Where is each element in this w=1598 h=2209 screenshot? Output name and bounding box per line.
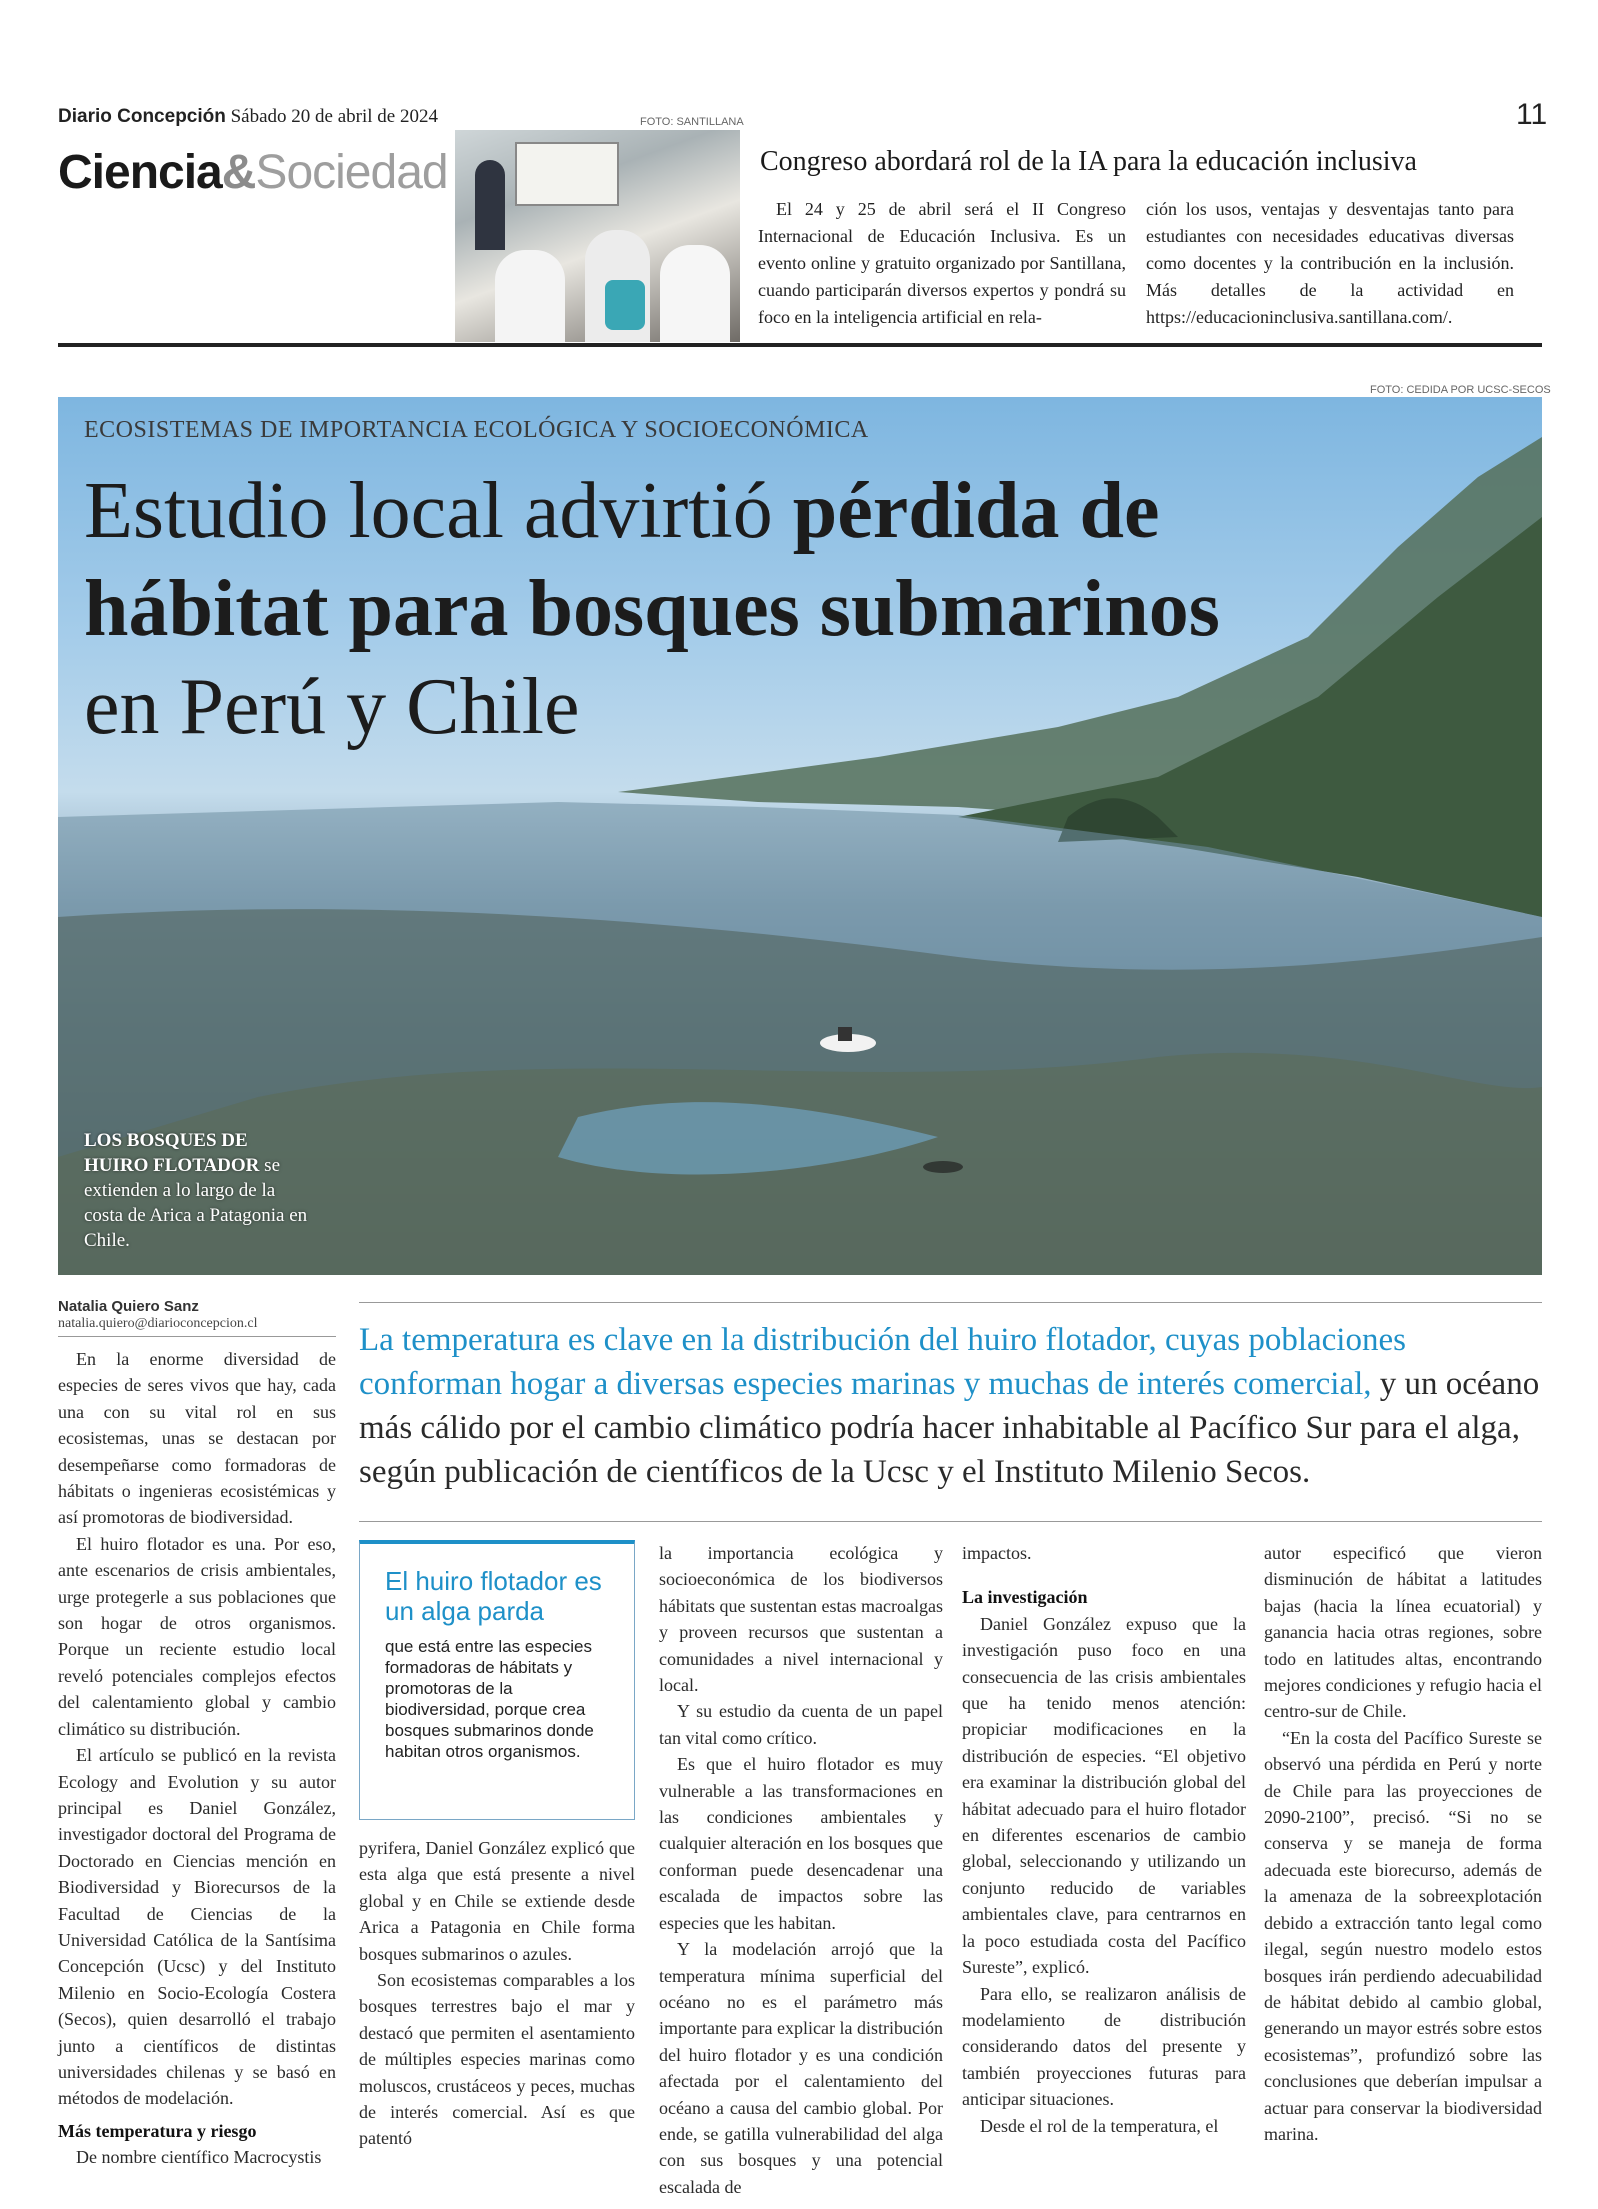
article-paragraph: En la enorme diversidad de especies de seres vivos que hay, cada una con su vital rol en sus ecosistemas, unas se destacan por desempeñarse como formadoras de hábitats o ingenieras ecosistémicas y así promotoras de biodiversidad. bbox=[58, 1349, 336, 1528]
article-paragraph: pyrifera, Daniel González explicó que esta alga que está presente a nivel global y en Chile se extiende desde Arica a Patagonia en Chile forma bosques submarinos o azules. bbox=[359, 1838, 635, 1964]
hero-headline bbox=[84, 462, 1264, 756]
article-paragraph: Y la modelación arrojó que la temperatura mínima superficial del océano no es el parámetro más importante para explicar la distribución del huiro flotador y es una condición afectada por el calentamiento del océano a causa del cambio global. Por ende, se gatilla vulnerabilidad del alga con sus bosques y una potencial escalada de bbox=[659, 1939, 943, 2197]
top-divider bbox=[58, 343, 1542, 347]
section-title-ampersand: & bbox=[221, 146, 256, 199]
article-column-4 bbox=[962, 1540, 1246, 2139]
lead-highlight: La temperatura es clave en la distribución del huiro flotador, cuyas poblaciones conforman hogar a diversas especies marinas y muchas de interés comercial, bbox=[359, 1322, 1406, 1402]
brief-text-col2: ción los usos, ventajas y desventajas tanto para estudiantes con necesidades educativas diversas como docentes y la contribución en la inclusión. Más detalles de la actividad en https://educacioninclusiva.santillana.com/. bbox=[1146, 199, 1514, 327]
brief-text-col1: El 24 y 25 de abril será el II Congreso Internacional de Educación Inclusiva. Es un evento online y gratuito organizado por Santillana, cuando participarán diversos expertos y pondrá su foco en la inteligencia artificial en rela- bbox=[758, 199, 1126, 327]
subheading-temperature: Más temperatura y riesgo bbox=[58, 2120, 257, 2141]
sidebar-title: El huiro flotador es un alga parda bbox=[385, 1566, 602, 1626]
student-shape bbox=[495, 250, 565, 342]
article-paragraph: Es que el huiro flotador es muy vulnerable a las transformaciones en las condiciones ambientales y cualquier alteración en los bosques que conforman puede desencadenar una escalada de impactos sobre las especies que les habitan. bbox=[659, 1754, 943, 1933]
byline-divider bbox=[58, 1336, 336, 1337]
issue-date: Sábado 20 de abril de 2024 bbox=[230, 106, 438, 127]
lead-divider-bottom bbox=[359, 1521, 1542, 1522]
brief-photo-credit: FOTO: SANTILLANA bbox=[640, 116, 744, 128]
hero-caption-bold: LOS BOSQUES DE HUIRO FLOTADOR bbox=[84, 1130, 260, 1176]
whiteboard-shape bbox=[515, 142, 619, 206]
article-paragraph: la importancia ecológica y socioeconómica de los biodiversos hábitats que sustentan estas macroalgas y proveen recursos que sustentan a comunidades a nivel internacional y local. bbox=[659, 1543, 943, 1696]
article-paragraph: El huiro flotador es una. Por eso, ante escenarios de crisis ambientales, urge protegerle a sus poblaciones que son hogar de otros organismos. Porque un reciente estudio local reveló potenciales complejos efectos del calentamiento global y cambio climático su distribución. bbox=[58, 1533, 336, 1739]
article-paragraph: autor especificó que vieron disminución de hábitat a latitudes bajas (hacia la línea ecuatorial) y ganancia hacia otras regiones, sobre todo en latitudes altas, encontrando mejores condiciones y refugio hacia el centro-sur de Chile. bbox=[1264, 1543, 1542, 1722]
hero-caption-text: se extienden a lo largo de la costa de Arica a Patagonia en Chile. bbox=[84, 1155, 308, 1251]
newspaper-name: Diario Concepción bbox=[58, 106, 226, 127]
headline-part-1: Estudio local advirtió bbox=[84, 467, 793, 555]
article-paragraph: El artículo se publicó en la revista Ecology and Evolution y su autor principal es Daniel González, investigador doctoral del Programa de Doctorado en Ciencias mención en Biodiversidad y Biorecursos de la Facultad de Ciencias de la Universidad Católica de la Santísima Concepción (Ucsc) y del Instituto Milenio en Socio-Ecología Costera (Secos), quien desarrolló el trabajo junto a científicos de distintas universidades chilenas y se basó en métodos de modelación. bbox=[58, 1745, 336, 2109]
article-paragraph: Son ecosistemas comparables a los bosques terrestres bajo el mar y destacó que permiten el asentamiento de múltiples especies marinas como moluscos, crustáceos y peces, muchas de interés comercial. Así es que patentó bbox=[359, 1970, 635, 2149]
byline-name: Natalia Quiero Sanz bbox=[58, 1298, 199, 1315]
sidebar-body: que está entre las especies formadoras de hábitats y promotoras de la biodiversidad, porque crea bosques submarinos donde habitan otros organismos. bbox=[385, 1637, 594, 1761]
page-number: 11 bbox=[1516, 98, 1548, 131]
article-column-2 bbox=[359, 1835, 635, 2152]
article-paragraph: Desde el rol de la temperatura, el bbox=[980, 2115, 1219, 2136]
teacher-shape bbox=[475, 160, 505, 250]
classroom-photo bbox=[455, 130, 740, 342]
lead-text: y un océano más cálido por el cambio climático podría hacer inhabitable al Pacífico Sur para el alga, según publicación de científicos de la Ucsc y el Instituto Milenio Secos. bbox=[359, 1366, 1540, 1490]
lead-paragraph bbox=[359, 1318, 1542, 1494]
hero-photo-credit: FOTO: CEDIDA POR UCSC-SECOS bbox=[1370, 384, 1551, 396]
brief-title: Congreso abordará rol de la IA para la educación inclusiva bbox=[760, 146, 1417, 177]
subheading-investigation: La investigación bbox=[962, 1587, 1088, 1608]
headline-part-3: en Perú y Chile bbox=[84, 663, 580, 751]
byline-email: natalia.quiero@diarioconcepcion.cl bbox=[58, 1316, 258, 1331]
article-paragraph: “En la costa del Pacífico Sureste se observó una pérdida en Perú y norte de Chile para las proyecciones de 2090-2100”, precisó. “Si no se conserva y se maneja de forma adecuada este biorecurso, además de la amenaza de la sobreexplotación debido a extracción tanto legal como ilegal, según nuestro modelo estos bosques irán perdiendo adecuabilidad de hábitat debido al cambio global, generando un mayor estrés sobre estos ecosistemas”, profundizó sobre las conclusiones que deberían impulsar a actuar para conservar la biodiversidad marina. bbox=[1264, 1727, 1542, 2144]
hero-caption bbox=[84, 1128, 314, 1253]
article-paragraph: De nombre científico Macrocystis bbox=[76, 2147, 322, 2168]
article-column-1 bbox=[58, 1346, 336, 2171]
article-paragraph: impactos. bbox=[962, 1543, 1032, 1563]
article-paragraph: Y su estudio da cuenta de un papel tan vital como crítico. bbox=[659, 1701, 943, 1748]
article-column-5 bbox=[1264, 1540, 1542, 2147]
article-column-3 bbox=[659, 1540, 943, 2200]
headline-part-2: pérdida de hábitat para bosques submarinos bbox=[84, 467, 1220, 653]
masthead bbox=[58, 106, 438, 128]
lead-divider-top bbox=[359, 1302, 1542, 1303]
section-title bbox=[58, 145, 448, 200]
backpack-shape bbox=[605, 280, 645, 330]
student-shape bbox=[660, 245, 730, 342]
hero-kicker: ECOSISTEMAS DE IMPORTANCIA ECOLÓGICA Y SOCIOECONÓMICA bbox=[84, 417, 869, 443]
article-paragraph: Para ello, se realizaron análisis de modelamiento de distribución considerando datos del presente y también proyecciones futuras para anticipar situaciones. bbox=[962, 1983, 1246, 2110]
article-paragraph: Daniel González expuso que la investigación puso foco en una consecuencia de las crisis ambientales que ha tenido menos atención: propiciar modificaciones en la distribución de especies. “El objetivo era examinar la distribución global del hábitat adecuado para el huiro flotador en diferentes escenarios de cambio global, seleccionando y utilizando un conjunto reducido de variables ambientales clave, para centrarnos en la poco estudiada costa del Pacífico Sureste”, explicó. bbox=[962, 1613, 1246, 1978]
section-title-ciencia: Ciencia bbox=[58, 146, 222, 199]
section-title-sociedad: Sociedad bbox=[255, 146, 448, 199]
